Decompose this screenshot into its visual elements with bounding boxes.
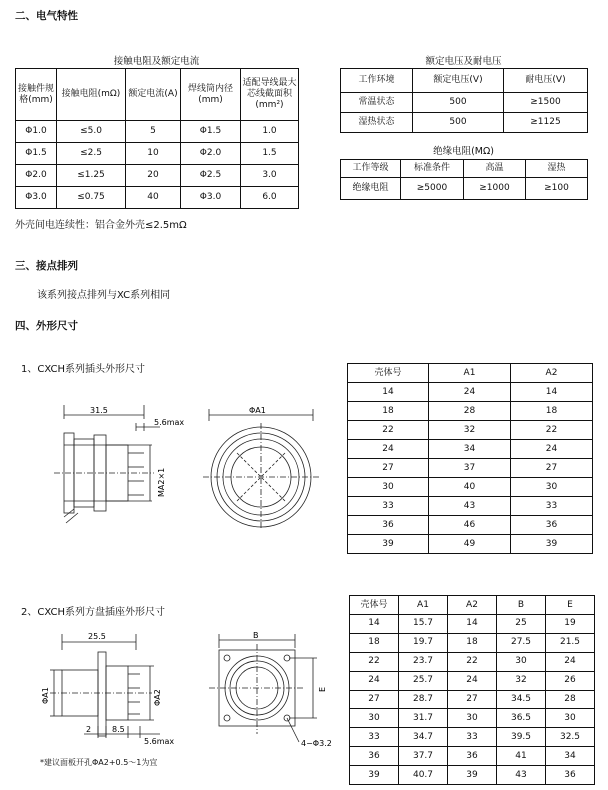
table-cell: 43 [429,497,511,516]
receptacle-header-e: E [546,596,595,615]
plug-dim-a1: ΦA1 [249,406,266,415]
table-cell: Φ1.5 [16,143,57,165]
table-cell: Φ1.5 [181,121,241,143]
table-cell: 24 [448,671,497,690]
receptacle-dim-2: 2 [86,725,92,734]
table-cell: 14 [511,383,593,402]
table-cell: 500 [413,93,504,113]
receptacle-dim-a1: ΦA1 [41,687,50,704]
voltage-table-caption: 额定电压及耐电压 [425,56,502,67]
voltage-header-rated: 额定电压(V) [413,69,504,93]
table-row [348,478,593,497]
table-cell: Φ2.5 [181,165,241,187]
insulation-header-standard: 标准条件 [401,160,464,178]
table-cell: 18 [350,633,399,652]
table-cell: 30 [546,709,595,728]
table-cell: 18 [348,402,429,421]
table-cell: 27 [350,690,399,709]
table-cell: 20 [126,165,181,187]
table-row [348,421,593,440]
voltage-header-env: 工作环境 [341,69,413,93]
section-arrangement-note: 该系列接点排列与XC系列相同 [37,290,171,301]
table-cell: 22 [350,652,399,671]
table-cell: 43 [497,766,546,785]
table-cell: Φ1.0 [16,121,57,143]
table-cell: ≥1000 [464,178,526,200]
section-dimensions-heading: 四、外形尺寸 [15,320,78,332]
table-row [350,652,595,671]
plug-caption: 1、CXCH系列插头外形尺寸 [21,364,145,375]
receptacle-dim-e: E [318,686,327,692]
table-cell: ≤0.75 [57,187,126,209]
table-cell: 36 [448,747,497,766]
table-cell: 25 [497,615,546,634]
contact-header-current: 额定电流(A) [126,69,181,121]
insulation-table-caption: 绝缘电阻(MΩ) [433,146,494,157]
section-electrical-heading: 二、电气特性 [15,10,78,22]
table-cell: 32 [497,671,546,690]
contact-header-wire: 适配导线最大芯线截面积(mm²) [241,69,299,121]
table-cell: 40.7 [399,766,448,785]
insulation-header-hightemp: 高温 [464,160,526,178]
plug-dim-5-6max: 5.6max [154,418,185,427]
table-cell: 39 [511,535,593,554]
plug-header-a1: A1 [429,364,511,383]
table-cell: Φ3.0 [181,187,241,209]
receptacle-dimension-table [349,595,595,785]
receptacle-side-view-drawing [40,630,190,750]
table-row [348,440,593,459]
table-row [350,633,595,652]
table-cell: 26 [546,671,595,690]
table-row [348,459,593,478]
table-row [348,497,593,516]
table-cell: 24 [546,652,595,671]
table-row [348,516,593,535]
table-cell: 24 [350,671,399,690]
table-cell: 27.5 [497,633,546,652]
table-cell: 19 [546,615,595,634]
table-cell: ≤5.0 [57,121,126,143]
table-cell: 30 [448,709,497,728]
plug-front-view-drawing [203,405,321,530]
table-cell: ≤1.25 [57,165,126,187]
insulation-header-humid: 湿热 [526,160,588,178]
table-cell: 绝缘电阻 [341,178,401,200]
receptacle-header-a2: A2 [448,596,497,615]
table-cell: 24 [348,440,429,459]
table-cell: 3.0 [241,165,299,187]
table-cell: 500 [413,113,504,133]
contact-header-bore: 焊线筒内径(mm) [181,69,241,121]
table-cell: 34 [546,747,595,766]
table-row [348,535,593,554]
table-row [16,121,299,143]
table-cell: 37.7 [399,747,448,766]
table-cell: 36 [511,516,593,535]
receptacle-dim-a2: ΦA2 [153,689,162,706]
table-row [350,709,595,728]
insulation-table [340,159,588,200]
table-cell: 39 [348,535,429,554]
table-cell: 49 [429,535,511,554]
table-row [350,690,595,709]
receptacle-panel-note: *建议面板开孔ΦA2+0.5～1为宜 [40,758,158,767]
table-cell: 6.0 [241,187,299,209]
table-cell: 湿热状态 [341,113,413,133]
contact-table-caption: 接触电阻及额定电流 [113,56,200,67]
table-cell: 21.5 [546,633,595,652]
plug-dim-ma2: MA2×1 [157,467,166,497]
shell-continuity: 外壳间电连续性：铝合金外壳≤2.5mΩ [15,220,187,231]
section-arrangement-heading: 三、接点排列 [15,260,78,272]
table-cell: 14 [448,615,497,634]
table-cell: 23.7 [399,652,448,671]
table-cell: 27 [348,459,429,478]
table-cell: 46 [429,516,511,535]
table-cell: 30 [350,709,399,728]
table-cell: Φ2.0 [16,165,57,187]
insulation-header-level: 工作等级 [341,160,401,178]
table-cell: ≤2.5 [57,143,126,165]
table-cell: 28.7 [399,690,448,709]
table-cell: 32.5 [546,728,595,747]
table-cell: 30 [348,478,429,497]
table-cell: 15.7 [399,615,448,634]
voltage-table [340,68,588,133]
table-cell: ≥5000 [401,178,464,200]
contact-table [15,68,299,209]
table-cell: ≥1125 [504,113,588,133]
table-row [341,93,588,113]
table-cell: 33 [348,497,429,516]
table-row [350,747,595,766]
table-cell: 39 [448,766,497,785]
table-row [16,165,299,187]
receptacle-header-a1: A1 [399,596,448,615]
table-row [350,728,595,747]
table-row [341,113,588,133]
table-cell: 34 [429,440,511,459]
receptacle-dim-8-5: 8.5 [112,725,125,734]
table-cell: Φ2.0 [181,143,241,165]
table-cell: 36 [350,747,399,766]
table-row [341,178,588,200]
table-cell: 33 [448,728,497,747]
table-cell: 32 [429,421,511,440]
table-cell: 24 [511,440,593,459]
table-cell: 5 [126,121,181,143]
table-cell: 14 [350,615,399,634]
table-cell: 36 [546,766,595,785]
plug-side-view-drawing [40,405,190,530]
receptacle-dim-5-6max: 5.6max [144,737,175,746]
receptacle-header-b: B [497,596,546,615]
table-row [350,766,595,785]
contact-header-resistance: 接触电阻(mΩ) [57,69,126,121]
table-cell: 34.7 [399,728,448,747]
table-cell: 27 [448,690,497,709]
table-cell: 常温状态 [341,93,413,113]
table-cell: 27 [511,459,593,478]
plug-header-shell: 壳体号 [348,364,429,383]
table-cell: 24 [429,383,511,402]
table-row [16,187,299,209]
table-cell: 40 [126,187,181,209]
table-cell: 40 [429,478,511,497]
receptacle-dim-b: B [253,631,259,640]
table-row [348,402,593,421]
contact-header-spec: 接触件规格(mm) [16,69,57,121]
table-cell: 28 [429,402,511,421]
table-cell: 28 [546,690,595,709]
table-cell: 39.5 [497,728,546,747]
table-cell: 19.7 [399,633,448,652]
table-cell: 36.5 [497,709,546,728]
table-cell: 1.0 [241,121,299,143]
table-cell: 10 [126,143,181,165]
receptacle-dim-25-5: 25.5 [88,632,106,641]
plug-dimension-table [347,363,593,554]
table-row [348,383,593,402]
receptacle-header-shell: 壳体号 [350,596,399,615]
table-cell: 1.5 [241,143,299,165]
plug-dim-31-5: 31.5 [90,406,108,415]
table-row [350,671,595,690]
receptacle-caption: 2、CXCH系列方盘插座外形尺寸 [21,607,165,618]
table-cell: 22 [511,421,593,440]
table-cell: 33 [511,497,593,516]
table-cell: 30 [497,652,546,671]
receptacle-dim-hole: 4−Φ3.2 [301,739,332,748]
voltage-header-withstand: 耐电压(V) [504,69,588,93]
table-cell: 22 [448,652,497,671]
table-cell: ≥1500 [504,93,588,113]
table-cell: 22 [348,421,429,440]
table-cell: 37 [429,459,511,478]
table-row [350,615,595,634]
table-cell: 30 [511,478,593,497]
table-cell: 39 [350,766,399,785]
table-cell: 33 [350,728,399,747]
table-cell: ≥100 [526,178,588,200]
table-cell: 14 [348,383,429,402]
receptacle-front-view-drawing [203,630,343,750]
table-cell: 34.5 [497,690,546,709]
plug-header-a2: A2 [511,364,593,383]
table-cell: 18 [511,402,593,421]
table-cell: 36 [348,516,429,535]
table-row [16,143,299,165]
table-cell: 41 [497,747,546,766]
table-cell: 25.7 [399,671,448,690]
table-cell: 18 [448,633,497,652]
table-cell: Φ3.0 [16,187,57,209]
table-cell: 31.7 [399,709,448,728]
